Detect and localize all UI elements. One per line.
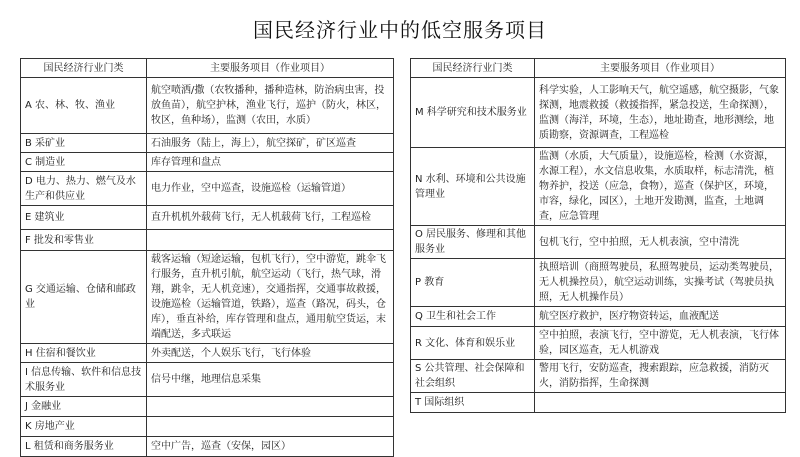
- industry-cell: O 居民服务、修理和其他服务业: [411, 226, 535, 259]
- industry-cell: L 租赁和商务服务业: [21, 437, 147, 457]
- table-row: [411, 307, 786, 327]
- table-row: [21, 344, 394, 363]
- industry-cell: G 交通运输、仓储和邮政业: [21, 251, 147, 344]
- table-row: [21, 417, 394, 437]
- header-service: 主要服务项目（作业项目）: [535, 59, 786, 78]
- industry-cell: M 科学研究和技术服务业: [411, 78, 535, 148]
- industry-cell: N 水利、环境和公共设施管理业: [411, 148, 535, 226]
- industry-cell: T 国际组织: [411, 393, 535, 413]
- table-row: [21, 206, 394, 230]
- table-header-row: [21, 59, 394, 78]
- header-service: 主要服务项目（作业项目）: [147, 59, 394, 78]
- table-row: [21, 230, 394, 251]
- industry-table-right: [410, 58, 786, 413]
- industry-cell: A 农、林、牧、渔业: [21, 78, 147, 134]
- service-cell: 执照培训（商照驾驶员，私照驾驶员，运动类驾驶员，无人机操控员），航空运动训练，实操考试（驾驶员执照，无人机操作员）: [535, 259, 786, 307]
- service-cell: 监测（水质，大气质量），设施巡检，检测（水资源，水源工程），水文信息收集，水质取样，标志清洗，植物养护，投送（应急，食物），巡查（保护区，环境，市容，绿化，园区），土地开发勘测，监查，土地调查，应急管理: [535, 148, 786, 226]
- table-row: [21, 363, 394, 397]
- table-row: [21, 437, 394, 457]
- table-row: [411, 360, 786, 393]
- service-cell: 空中拍照，表演飞行，空中游览，无人机表演，飞行体验，园区巡查，无人机游戏: [535, 327, 786, 360]
- industry-cell: J 金融业: [21, 397, 147, 417]
- industry-cell: C 制造业: [21, 153, 147, 172]
- industry-cell: Q 卫生和社会工作: [411, 307, 535, 327]
- table-row: [21, 134, 394, 153]
- table-row: [411, 327, 786, 360]
- service-cell: 电力作业，空中巡查，设施巡检（运输管道）: [147, 172, 394, 206]
- service-cell: 库存管理和盘点: [147, 153, 394, 172]
- service-cell: 航空喷洒/撒（农牧播种，播种造林，防治病虫害，投放鱼苗），航空护林，渔业飞行，巡护（防火，林区，牧区，鱼种场），监测（农田，水质）: [147, 78, 394, 134]
- table-header-row: [411, 59, 786, 78]
- table-row: [411, 259, 786, 307]
- service-cell: 载客运输（短途运输，包机飞行），空中游览，跳伞飞行服务，直升机引航，航空运动（飞行，热气球，滑翔，跳伞，无人机竞速），交通指挥，交通事故救援，设施巡检（运输管道，铁路），巡查（路况，码头，仓库），垂直补给，库存管理和盘点，通用航空货运，末端配送，多式联运: [147, 251, 394, 344]
- industry-cell: E 建筑业: [21, 206, 147, 230]
- service-cell: 空中广告，巡查（安保，园区）: [147, 437, 394, 457]
- table-row: [21, 78, 394, 134]
- industry-cell: P 教育: [411, 259, 535, 307]
- service-cell: 直升机机外载荷飞行，无人机载荷飞行，工程巡检: [147, 206, 394, 230]
- service-cell: [147, 230, 394, 251]
- industry-cell: B 采矿业: [21, 134, 147, 153]
- industry-table-left: [20, 58, 394, 457]
- table-row: [21, 153, 394, 172]
- table-row: [411, 393, 786, 413]
- table-row: [411, 226, 786, 259]
- header-industry: 国民经济行业门类: [411, 59, 535, 78]
- industry-cell: S 公共管理、社会保障和社会组织: [411, 360, 535, 393]
- industry-cell: R 文化、体育和娱乐业: [411, 327, 535, 360]
- table-row: [21, 397, 394, 417]
- industry-cell: H 住宿和餐饮业: [21, 344, 147, 363]
- service-cell: 警用飞行，安防巡查，搜索跟踪，应急救援，消防灭火，消防指挥，生命探测: [535, 360, 786, 393]
- table-row: [21, 172, 394, 206]
- industry-cell: F 批发和零售业: [21, 230, 147, 251]
- service-cell: 航空医疗救护，医疗物资转运，血液配送: [535, 307, 786, 327]
- industry-cell: D 电力、热力、燃气及水生产和供应业: [21, 172, 147, 206]
- table-row: [411, 78, 786, 148]
- service-cell: [147, 397, 394, 417]
- header-industry: 国民经济行业门类: [21, 59, 147, 78]
- table-row: [411, 148, 786, 226]
- service-cell: 石油服务（陆上，海上），航空探矿，矿区巡查: [147, 134, 394, 153]
- service-cell: 外卖配送，个人娱乐飞行，飞行体验: [147, 344, 394, 363]
- table-row: [21, 251, 394, 344]
- service-cell: [147, 417, 394, 437]
- service-cell: 科学实验，人工影响天气，航空遥感，航空摄影，气象探测，地震救援（救援指挥，紧急投送，生命探测），监测（海洋，环境，生态），地址勘查，地形测绘，地质勘察，资源调查，工程巡检: [535, 78, 786, 148]
- service-cell: 信号中继，地理信息采集: [147, 363, 394, 397]
- service-cell: 包机飞行，空中拍照，无人机表演，空中清洗: [535, 226, 786, 259]
- service-cell: [535, 393, 786, 413]
- industry-cell: K 房地产业: [21, 417, 147, 437]
- industry-cell: I 信息传输、软件和信息技术服务业: [21, 363, 147, 397]
- page-title: 国民经济行业中的低空服务项目: [253, 18, 547, 42]
